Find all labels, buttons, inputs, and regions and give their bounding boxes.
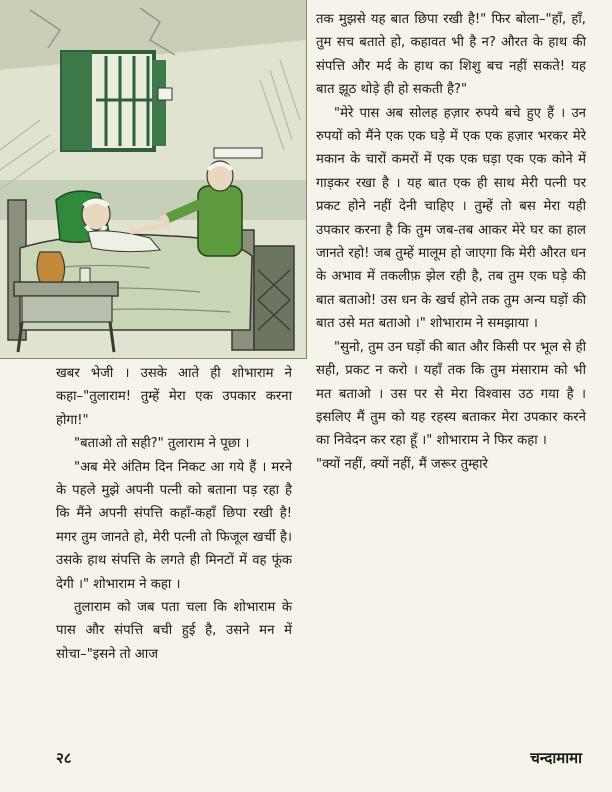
right-text-column [316,8,586,476]
magazine-name: चन्दामामा [530,749,582,767]
paragraph: "क्यों नहीं, क्यों नहीं, मैं जरूर तुम्हारे [316,456,488,472]
illustration-sickbed-scene [0,0,306,358]
paragraph: "अब मेरे अंतिम दिन निकट आ गये हैं । मरने के पहले मुझे अपनी पत्नी को बताना पड़ रहा है कि मैंने अपनी संपत्ति कहाँ-कहाँ छिपा रखी है! मगर तुम जानते हो, मेरी पत्नी तो फिजूल खर्ची है। उसके हाथ संपत्ति के लगते ही मिनटों में वह फूंक देगी ।" शोभाराम ने कहा । [56,459,292,592]
jug [37,252,65,282]
paragraph: "सुनो, तुम उन घड़ों की बात और किसी पर भूल से ही सही, प्रकट न करो । यहाँ तक कि तुम मंसाराम को भी मत बताओ । उस पर से मेरा विश्वास उठ गया है । इसलिए मैं तुम को यह रहस्य बताकर मेरा उपकार करने का निवेदन कर रहा हूँ ।" शोभाराम ने फिर कहा । [316,339,586,449]
paragraph: तुलाराम को जब पता चला कि शोभाराम के पास और संपत्ति बची हुई है, उसने मन में सोचा–"इसने तो आज [56,600,292,662]
paragraph: तक मुझसे यह बात छिपा रखी है!" फिर बोला–"हाँ, हाँ, तुम सच बताते हो, कहावत भी है न? औरत के हाथ की संपत्ति और मर्द के हाथ का शिशु बच नहीं सकते! यह बात झूठ थोड़े ही हो सकती है?" [316,12,586,98]
page-number: २८ [56,749,72,767]
paragraph: खबर भेजी । उसके आते ही शोभाराम ने कहा–"तुलाराम! तुम्हें मेरा एक उपकार करना होगा!" [56,366,292,428]
window [62,52,166,150]
shelf-book [214,148,262,158]
story-illustration [0,0,307,359]
left-text-column [56,362,292,666]
paragraph: "मेरे पास अब सोलह हज़ार रुपये बचे हुए हैं । उन रुपयों को मैंने एक एक घड़े में एक एक हज़ार भरकर मेरे मकान के चारों कमरों में एक एक घड़ा एक एक कोने में गाड़कर रखा है । यह बात एक ही साथ मेरी पत्नी पर प्रकट होने नहीं देनी चाहिए । तुम्हें तो बस मेरा यही उपकार करना है कि तुम जब-तब आकर मेरे घर का हाल जानते रहो! जब तुम्हें मालूम हो जाएगा कि मेरी औरत धन के अभाव में तकलीफ़ झेल रही है, तब तुम एक घड़े की बात बताओ! उस धन के खर्च होने तक तुम अन्य घड़ों की बात उसे मत बताओ ।" शोभाराम ने समझाया । [316,105,586,332]
glass [80,268,90,282]
switch-plate [158,88,172,100]
paragraph: "बताओ तो सही?" तुलाराम ने पूछा । [74,436,250,452]
